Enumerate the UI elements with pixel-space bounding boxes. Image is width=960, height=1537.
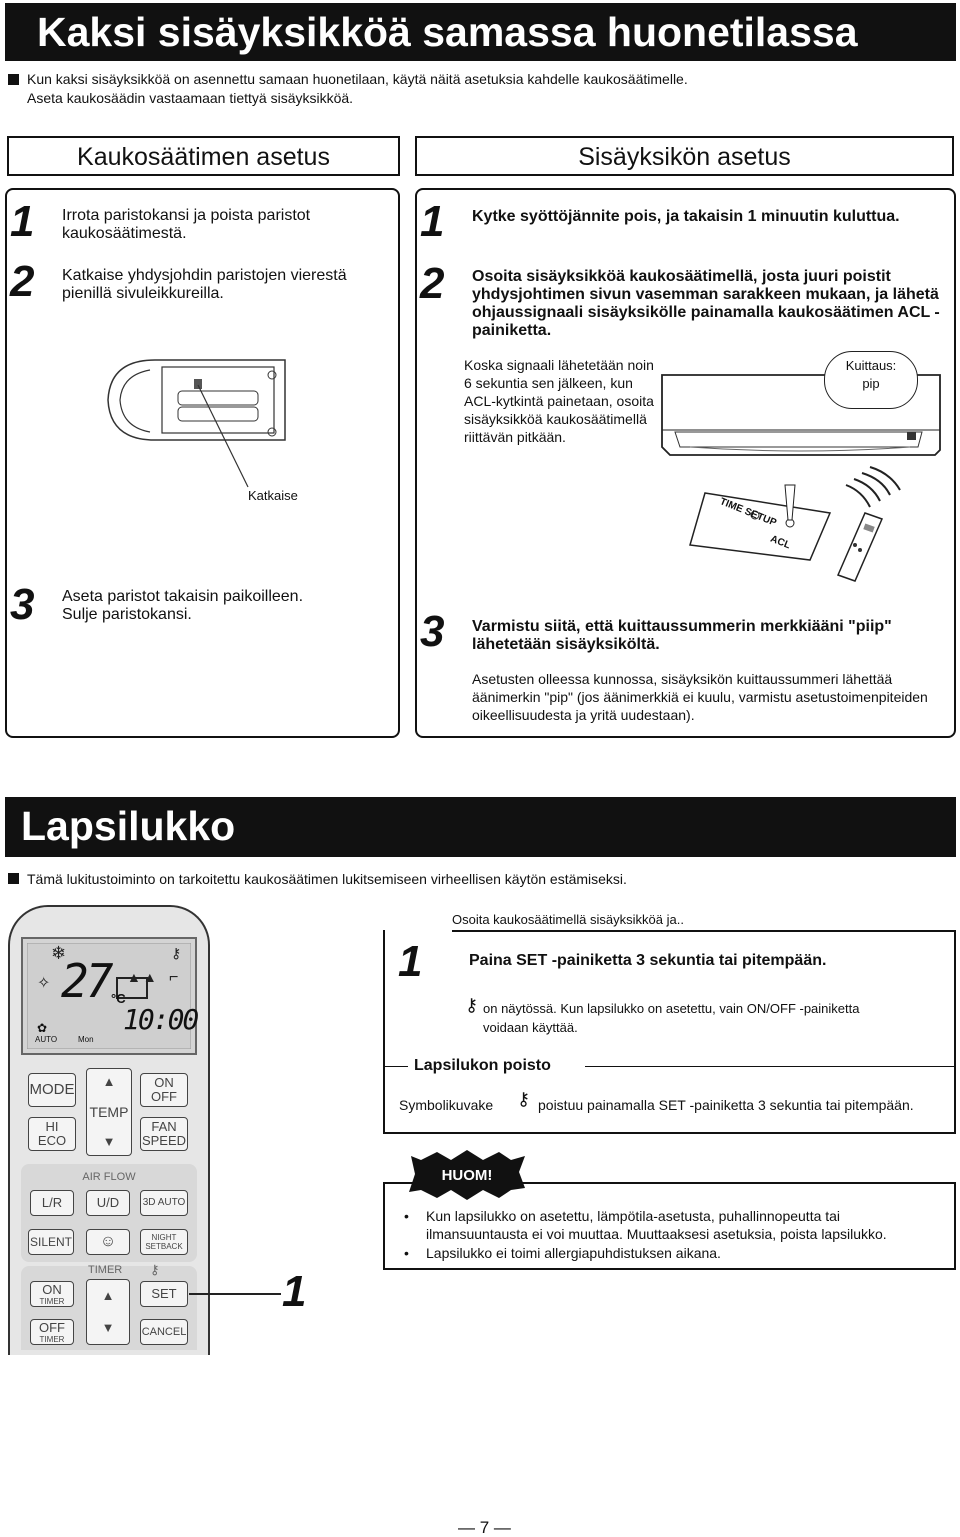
bullet-square (8, 74, 19, 85)
battery-compartment-illustration (100, 355, 300, 505)
intro-line: Kun kaksi sisäyksikköä on asennettu samaan huonetilaan, käytä näitä asetuksia kahdelle kaukosäätimelle. (27, 71, 688, 87)
key-icon: ⚷ (465, 995, 479, 1015)
bubble-label: Kuittaus: (845, 358, 897, 373)
bullet-dot: • (404, 1245, 409, 1261)
key-icon: ⚷ (171, 945, 182, 961)
intro-line: Aseta kaukosäädin vastaamaan tiettyä sisäyksikköä. (27, 90, 354, 106)
fan-level-icon: ▲▲ (127, 969, 159, 985)
step-text (62, 588, 382, 624)
temperature-display: 27 (61, 954, 111, 1008)
remote-display (21, 937, 197, 1055)
step-underline (452, 930, 956, 932)
speed-label: SPEED (141, 1133, 187, 1148)
removal-title: Lapsilukon poisto (414, 1057, 551, 1074)
page-number (458, 1518, 511, 1537)
huom-label: HUOM! (441, 1167, 493, 1184)
eco-label: ECO (37, 1133, 67, 1148)
divider-line (585, 1066, 956, 1067)
bullet-square (8, 873, 19, 884)
mode-button[interactable]: MODE (28, 1073, 76, 1107)
temp-label: TEMP (89, 1104, 129, 1120)
step-text: Osoita sisäyksikköä kaukosäätimellä, josta juuri poistit yhdysjohtimen sivun vasemman sarakkeen mukaan, ja lähetä ohjaussignaali sisäyksikölle painamalla kaukosäätimen ACL -painiketta. (472, 268, 940, 339)
step-number: 1 (10, 197, 35, 246)
note-text: Lapsilukko ei toimi allergiapuhdistuksen aikana. (426, 1245, 721, 1261)
silent-button[interactable]: SILENT (28, 1229, 74, 1255)
step-number: 1 (398, 937, 423, 986)
step-number: 3 (10, 580, 35, 629)
louver-icon: ⌐ (169, 969, 179, 986)
timer-up-icon[interactable]: ▲ (101, 1288, 115, 1303)
day-label: Mon (78, 1035, 94, 1044)
section-title: Lapsilukko (21, 803, 236, 849)
hi-label: HI (45, 1119, 59, 1134)
step-number: 2 (420, 259, 445, 308)
temp-button[interactable] (86, 1068, 132, 1156)
fan-speed-button[interactable] (140, 1117, 188, 1151)
night-label: NIGHT (151, 1233, 177, 1242)
timer-small-label: TIMER (39, 1334, 65, 1344)
fan-label: FAN (151, 1119, 177, 1134)
note-text: Kun lapsilukko on asetettu, lämpötila-asetusta, puhallinnopeutta tai ilmansuuntausta ei voi muuttaa. Muuttaaksesi asetuksia, poista lapsilukko. (426, 1208, 887, 1242)
timer-small-label: TIMER (39, 1296, 65, 1306)
temp-up-icon[interactable]: ▲ (102, 1074, 116, 1089)
cancel-button[interactable]: CANCEL (140, 1319, 188, 1345)
intro-text: Tämä lukitustoiminto on tarkoitettu kaukosäätimen lukitsemiseen virheellisen käytön estämiseksi. (27, 871, 627, 887)
note-item (404, 1244, 944, 1262)
key-icon: ⚷ (517, 1089, 531, 1109)
timer-down-icon[interactable]: ▼ (101, 1320, 115, 1335)
step-text: Paina SET -painiketta 3 sekuntia tai pitempään. (469, 952, 827, 969)
step-note: Koska signaali lähetetään noin 6 sekuntia sen jälkeen, kun ACL-kytkintä painetaan, osoita sisäyksikköä kaukosäätimellä riittävän pitkään. (464, 357, 654, 445)
section-title: Kaksi sisäyksikköä samassa huonetilassa (37, 9, 858, 55)
step-number: 2 (10, 257, 35, 306)
page-number-value: 7 (479, 1518, 490, 1537)
note-list (404, 1207, 944, 1262)
step-text-line: Aseta paristot takaisin paikoilleen. (62, 588, 304, 605)
face-icon: ☺ (99, 1233, 117, 1250)
step-number: 3 (420, 607, 445, 656)
sparkle-icon: ✧ (37, 975, 51, 992)
bullet-dot: • (404, 1208, 409, 1224)
off-timer-label: OFF (39, 1319, 65, 1335)
airflow-label: AIR FLOW (82, 1171, 136, 1183)
left-column-header: Kaukosäätimen asetus (7, 136, 400, 176)
time-display: 10:00 (123, 1003, 198, 1036)
off-timer-button[interactable] (30, 1319, 74, 1345)
temperature-unit: °C (111, 991, 126, 1006)
step-text: Varmistu siitä, että kuittaussummerin merkkiääni "piip" lähetetään sisäyksiköltä. (472, 618, 892, 653)
acl-label: ACL (768, 533, 792, 552)
divider-line (383, 1066, 408, 1067)
on-timer-button[interactable] (30, 1281, 74, 1307)
step-note: on näytössä. Kun lapsilukko on asetettu, vain ON/OFF -painiketta (483, 1001, 860, 1016)
removal-text: poistuu painamalla SET -painiketta 3 sekuntia tai pitempään. (538, 1097, 914, 1113)
cut-label: Katkaise (248, 488, 298, 503)
lr-button[interactable]: L/R (30, 1190, 74, 1216)
time-setup-label: TIME SETUP (718, 496, 778, 529)
page-dash: — (489, 1518, 511, 1537)
section-title-banner (5, 797, 956, 857)
section-title-banner (5, 3, 956, 61)
step-text-line: Sulje paristokansi. (62, 606, 192, 623)
hi-eco-button[interactable] (28, 1117, 76, 1151)
snowflake-icon: ❄ (51, 943, 67, 963)
on-timer-label: ON (42, 1281, 62, 1297)
step-text: Irrota paristokansi ja poista paristot kaukosäätimestä. (62, 207, 311, 242)
night-setback-button[interactable] (140, 1229, 188, 1255)
fan-icon: ✿ (37, 1021, 48, 1035)
3d-auto-button[interactable]: 3D AUTO (140, 1190, 188, 1216)
set-button[interactable]: SET (140, 1281, 188, 1307)
bubble-sound: pip (862, 376, 880, 391)
removal-text: Symbolikuvake (399, 1097, 494, 1113)
instruction-head: Osoita kaukosäätimellä sisäyksikköä ja.. (452, 912, 684, 927)
auto-label: AUTO (35, 1035, 58, 1044)
temp-down-icon[interactable]: ▼ (102, 1134, 116, 1149)
timer-label: TIMER (88, 1264, 123, 1276)
off-label: OFF (151, 1089, 177, 1104)
on-label: ON (154, 1075, 174, 1090)
setback-label: SETBACK (145, 1242, 183, 1251)
powerful-button[interactable] (86, 1229, 130, 1255)
right-column-header: Sisäyksikön asetus (415, 136, 954, 176)
callout-number: 1 (282, 1267, 307, 1316)
note-item (404, 1207, 944, 1243)
page-dash: — (458, 1518, 480, 1537)
callout-line (189, 1293, 281, 1295)
step-text: Katkaise yhdysjohdin paristojen vierestä pienillä sivuleikkureilla. (62, 267, 347, 302)
step-text: Kytke syöttöjännite pois, ja takaisin 1 minuutin kuluttua. (472, 208, 900, 225)
step-number: 1 (420, 197, 445, 246)
step-note: Asetusten olleessa kunnossa, sisäyksikön kuittaussummeri lähettää äänimerkin "pip" (jos äänimerkkiä ei kuulu, varmistu asetustoimenpiteiden oikeellisuudesta ja yritä uudestaan). (472, 671, 928, 723)
timer-adjust-button[interactable] (86, 1279, 130, 1345)
ud-button[interactable]: U/D (86, 1190, 130, 1216)
step-note: voidaan käyttää. (483, 1020, 578, 1035)
on-off-button[interactable] (140, 1073, 188, 1107)
key-icon: ⚷ (150, 1262, 160, 1277)
